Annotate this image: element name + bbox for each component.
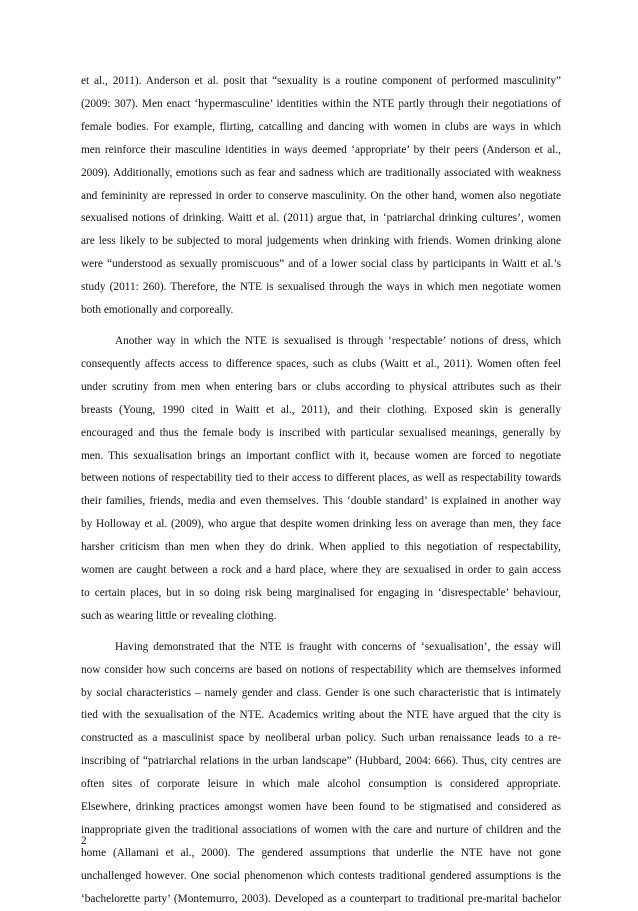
text-line: study (2011: 260). Therefore, the NTE is sexualised through the ways in which men negotiate women (81, 281, 561, 294)
text-line: (2009: 307). Men enact ‘hypermasculine’ identities within the NTE partly through their negotiations of (81, 97, 561, 110)
text-line: 2009). Additionally, emotions such as fear and sadness which are traditionally associated with weakness (81, 166, 561, 179)
text-line: Another way in which the NTE is sexualised is through ‘respectable’ notions of dress, which (115, 334, 561, 347)
text-line: encouraged and thus the female body is inscribed with particular sexualised meanings, generally by (81, 426, 561, 439)
paragraph-3 (81, 636, 561, 911)
text-line: often sites of corporate leisure in which male alcohol consumption is considered appropriate. (81, 778, 561, 791)
text-line: are less likely to be subjected to moral judgements when drinking with friends. Women drinking alone (81, 235, 561, 248)
text-line: ‘bachelorette party’ (Montemurro, 2003). Developed as a counterpart to traditional pre-marital bachelor (81, 892, 561, 905)
text-line: under scrutiny from men when entering bars or clubs according to physical attributes such as their (81, 380, 561, 393)
text-line: tied with the sexualisation of the NTE. Academics writing about the NTE have argued that the city is (81, 709, 561, 722)
page-number: 2 (81, 835, 87, 847)
text-line: men. This sexualisation brings an important conflict with it, because women are forced to negotiate (81, 449, 561, 462)
text-line: men reinforce their masculine identities in ways deemed ‘appropriate’ by their peers (Anderson et al., (81, 143, 561, 156)
text-line: were “understood as sexually promiscuous” and of a lower social class by participants in Waitt et al.’s (81, 258, 561, 271)
paragraph-1 (81, 70, 561, 322)
text-line: consequently affects access to difference spaces, such as clubs (Waitt et al., 2011). Women often feel (81, 357, 561, 370)
text-line: both emotionally and corporeally. (81, 304, 234, 317)
text-line: by Holloway et al. (2009), who argue that despite women drinking less on average than men, they face (81, 518, 561, 531)
text-line: harsher criticism than men when they do drink. When applied to this negotiation of respectability, (81, 541, 561, 554)
text-line: et al., 2011). Anderson et al. posit that “sexuality is a routine component of performed masculinity” (81, 75, 561, 87)
text-line: between notions of respectability tied to their access to different places, as well as respectability towards (81, 472, 561, 485)
text-line: to certain places, but in so doing risk being marginalised for engaging in ‘disrespectable’ behaviour, (81, 586, 561, 599)
text-line: female bodies. For example, flirting, catcalling and dancing with women in clubs are ways in which (81, 120, 561, 133)
text-line: women are caught between a rock and a hard place, where they are sexualised in order to gain access (81, 564, 561, 577)
text-line: Elsewhere, drinking practices amongst women have been found to be stigmatised and considered as (81, 801, 561, 814)
text-line: unchallenged however. One social phenomenon which contests traditional gendered assumptions is the (81, 869, 561, 882)
text-line: inappropriate given the traditional associations of women with the care and nurture of children and the (81, 824, 561, 836)
text-line: Having demonstrated that the NTE is fraught with concerns of ‘sexualisation’, the essay will (115, 640, 561, 653)
text-line: such as wearing little or revealing clothing. (81, 609, 277, 622)
text-line: inscribing of “patriarchal relations in the urban landscape” (Hubbard, 2004: 666). Thus, city centres are (81, 755, 561, 768)
text-line: home (Allamani et al., 2000). The gendered assumptions that underlie the NTE have not gone (81, 846, 561, 859)
text-line: constructed as a masculinist space by neoliberal urban policy. Such urban renaissance leads to a re- (81, 732, 561, 745)
text-line: sexualised notions of drinking. Waitt et al. (2011) argue that, in ‘patriarchal drinking cultures’, women (81, 212, 561, 225)
text-line: and femininity are repressed in order to conserve masculinity. On the other hand, women also negotiate (81, 189, 561, 202)
text-line: their families, friends, media and even themselves. This ‘double standard’ is explained in another way (81, 495, 561, 508)
text-line: now consider how such concerns are based on notions of respectability which are themselves informed (81, 663, 561, 676)
paragraph-2 (81, 330, 561, 628)
text-line: breasts (Young, 1990 cited in Waitt et al., 2011), and their clothing. Exposed skin is generally (81, 403, 561, 416)
text-line: by social characteristics – namely gender and class. Gender is one such characteristic that is intimately (81, 686, 561, 699)
